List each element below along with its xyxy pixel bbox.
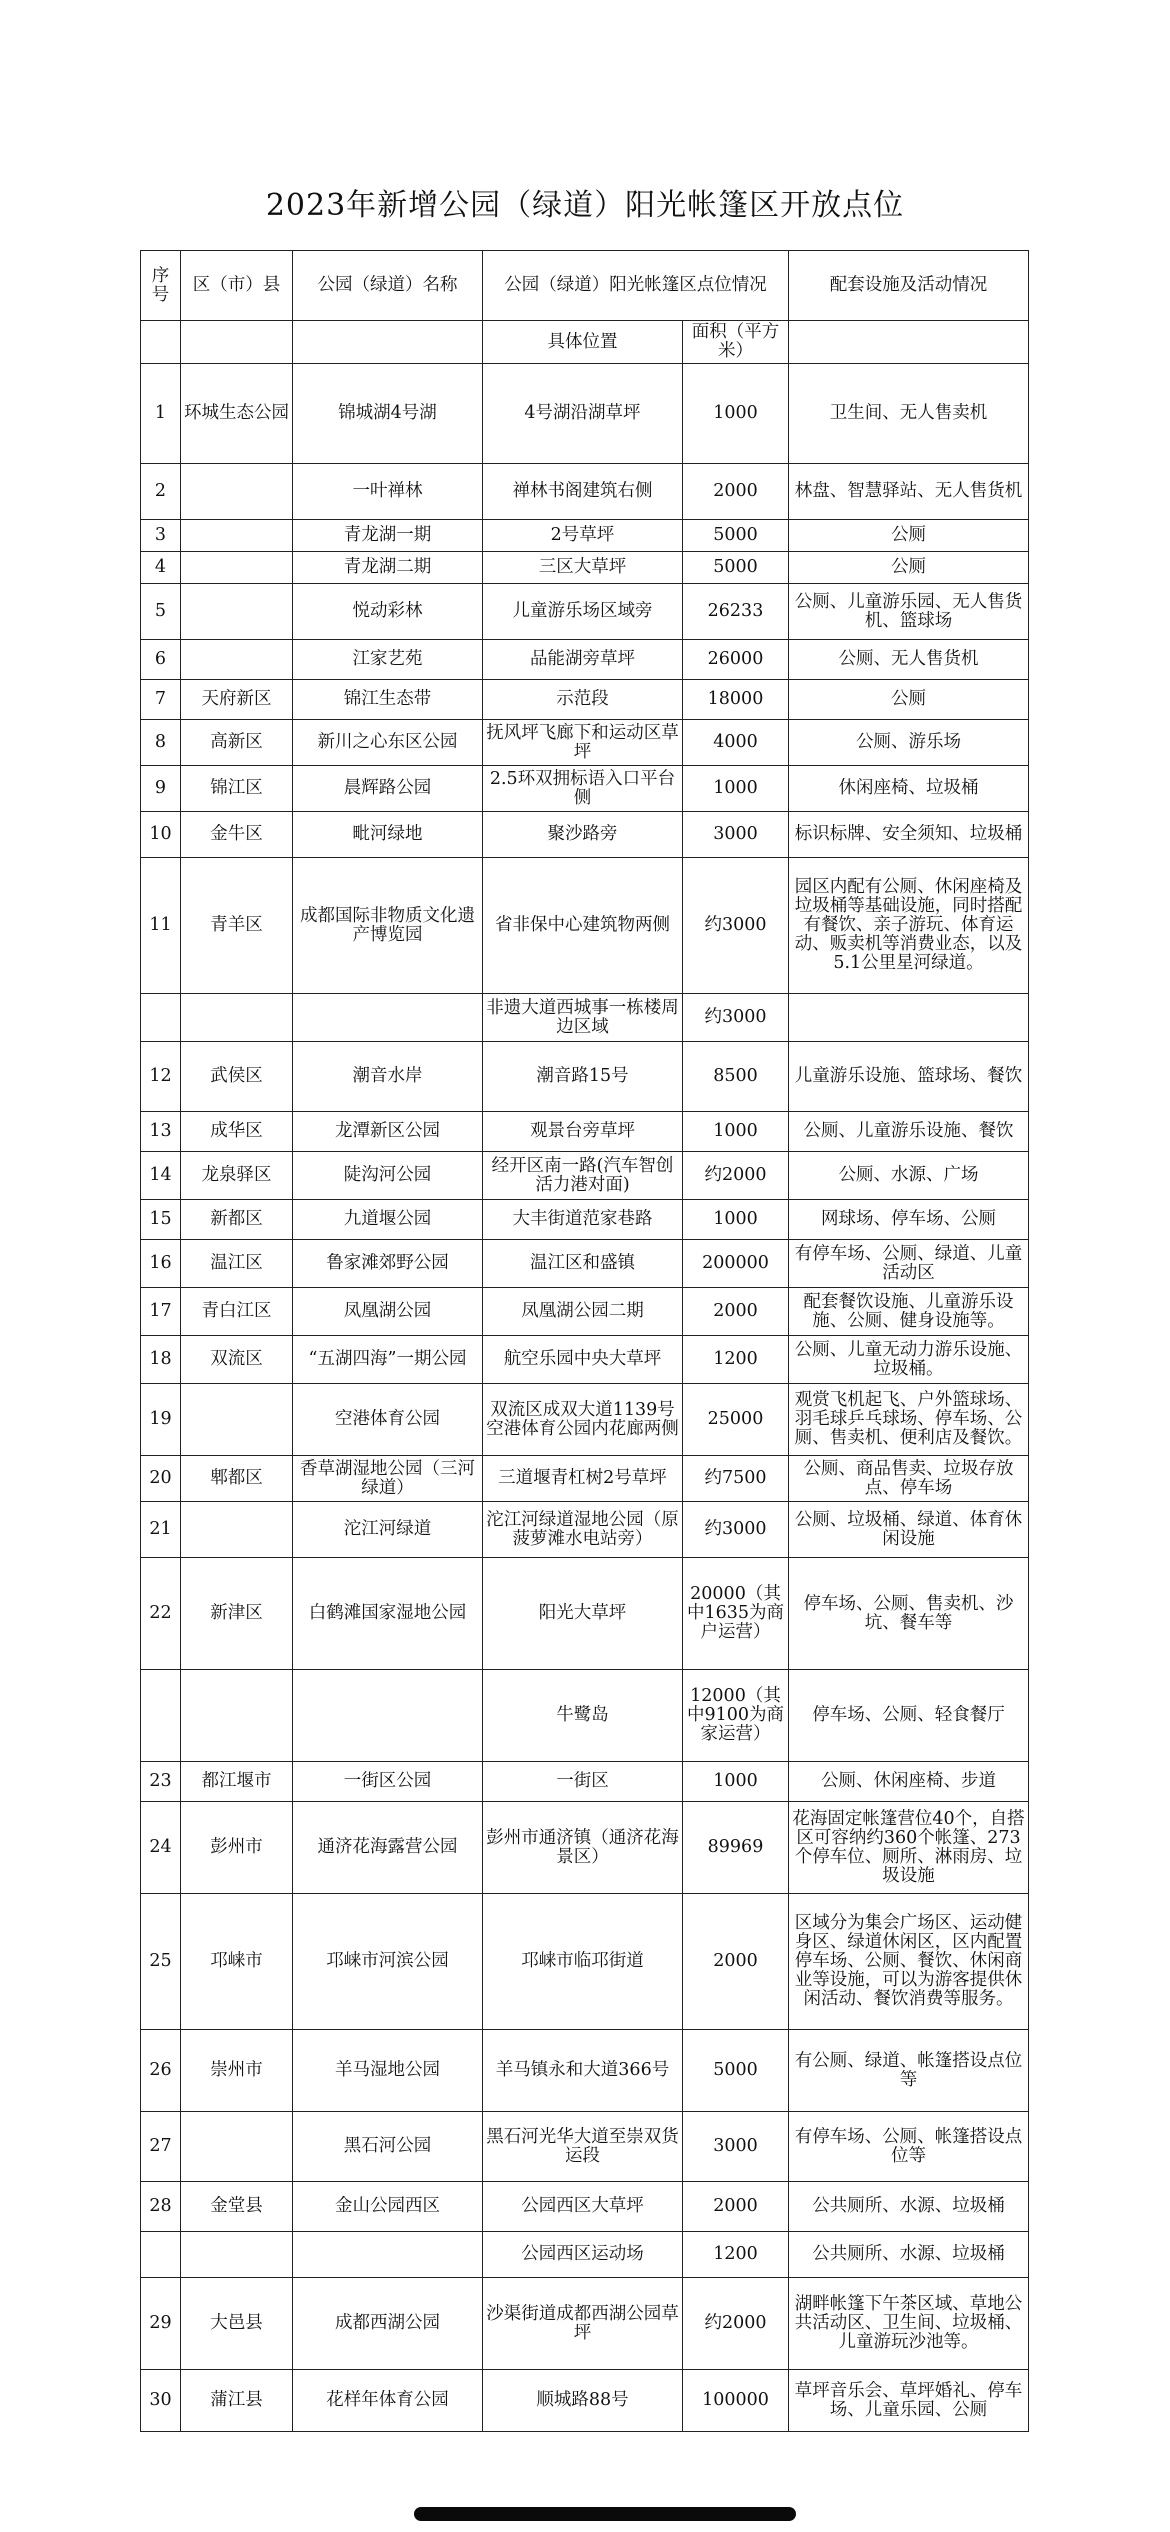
cell-facilities: 公厕、商品售卖、垃圾存放点、停车场 bbox=[789, 1456, 1029, 1502]
table-row bbox=[141, 1558, 1029, 1670]
cell-location: 顺城路88号 bbox=[483, 2370, 683, 2432]
header-location: 具体位置 bbox=[483, 321, 683, 364]
cell-facilities: 公厕、休闲座椅、步道 bbox=[789, 1762, 1029, 1802]
cell-location: 抚风坪飞廊下和运动区草坪 bbox=[483, 720, 683, 766]
cell-facilities: 公厕、儿童无动力游乐设施、垃圾桶。 bbox=[789, 1336, 1029, 1384]
cell-location: 经开区南一路(汽车智创活力港对面) bbox=[483, 1152, 683, 1200]
header-row bbox=[141, 251, 1029, 321]
cell-seq bbox=[141, 994, 181, 1042]
cell-facilities: 公厕、游乐场 bbox=[789, 720, 1029, 766]
cell-park-name: 黑石河公园 bbox=[293, 2112, 483, 2182]
cell-facilities: 公厕、垃圾桶、绿道、体育休闲设施 bbox=[789, 1502, 1029, 1558]
cell-seq: 7 bbox=[141, 680, 181, 720]
cell-location: 彭州市通济镇（通济花海景区） bbox=[483, 1802, 683, 1894]
cell-facilities: 有公厕、绿道、帐篷搭设点位等 bbox=[789, 2030, 1029, 2112]
cell-district bbox=[181, 552, 293, 584]
cell-location: 大丰街道范家巷路 bbox=[483, 1200, 683, 1240]
cell-district: 新津区 bbox=[181, 1558, 293, 1670]
cell-location: 2.5环双拥标语入口平台侧 bbox=[483, 766, 683, 812]
cell-park-name: 江家艺苑 bbox=[293, 640, 483, 680]
cell-area: 8500 bbox=[683, 1042, 789, 1112]
cell-seq: 1 bbox=[141, 364, 181, 464]
table-row bbox=[141, 994, 1029, 1042]
home-indicator bbox=[414, 2507, 796, 2521]
cell-area: 2000 bbox=[683, 1894, 789, 2030]
cell-location: 温江区和盛镇 bbox=[483, 1240, 683, 1288]
cell-seq: 26 bbox=[141, 2030, 181, 2112]
cell-seq: 19 bbox=[141, 1384, 181, 1456]
cell-district: 温江区 bbox=[181, 1240, 293, 1288]
cell-district: 郫都区 bbox=[181, 1456, 293, 1502]
cell-district: 邛崃市 bbox=[181, 1894, 293, 2030]
cell-facilities: 公厕、儿童游乐设施、餐饮 bbox=[789, 1112, 1029, 1152]
tent-sites-table bbox=[140, 250, 1029, 2432]
cell-area: 约7500 bbox=[683, 1456, 789, 1502]
cell-area: 2000 bbox=[683, 464, 789, 520]
cell-area: 18000 bbox=[683, 680, 789, 720]
header-facilities: 配套设施及活动情况 bbox=[789, 251, 1029, 321]
cell-seq: 11 bbox=[141, 858, 181, 994]
cell-seq: 18 bbox=[141, 1336, 181, 1384]
cell-district: 蒲江县 bbox=[181, 2370, 293, 2432]
table-row bbox=[141, 1042, 1029, 1112]
header-district: 区（市）县 bbox=[181, 251, 293, 321]
table-row bbox=[141, 1762, 1029, 1802]
cell-area: 1000 bbox=[683, 364, 789, 464]
cell-seq: 10 bbox=[141, 812, 181, 858]
cell-location: 羊马镇永和大道366号 bbox=[483, 2030, 683, 2112]
table-row bbox=[141, 2370, 1029, 2432]
cell-seq: 25 bbox=[141, 1894, 181, 2030]
cell-facilities: 公厕、水源、广场 bbox=[789, 1152, 1029, 1200]
cell-park-name: 锦江生态带 bbox=[293, 680, 483, 720]
cell-facilities: 配套餐饮设施、儿童游乐设施、公厕、健身设施等。 bbox=[789, 1288, 1029, 1336]
table-row bbox=[141, 766, 1029, 812]
table-row bbox=[141, 812, 1029, 858]
cell-seq: 6 bbox=[141, 640, 181, 680]
cell-area: 1200 bbox=[683, 1336, 789, 1384]
cell-park-name bbox=[293, 1670, 483, 1762]
header-area: 面积（平方米） bbox=[683, 321, 789, 364]
cell-district: 青羊区 bbox=[181, 858, 293, 994]
cell-park-name: 陡沟河公园 bbox=[293, 1152, 483, 1200]
cell-area: 100000 bbox=[683, 2370, 789, 2432]
cell-park-name: 锦城湖4号湖 bbox=[293, 364, 483, 464]
cell-district bbox=[181, 520, 293, 552]
cell-facilities: 儿童游乐设施、篮球场、餐饮 bbox=[789, 1042, 1029, 1112]
cell-area: 5000 bbox=[683, 520, 789, 552]
table-row bbox=[141, 858, 1029, 994]
table-row bbox=[141, 1112, 1029, 1152]
cell-facilities: 有停车场、公厕、帐篷搭设点位等 bbox=[789, 2112, 1029, 2182]
cell-district: 天府新区 bbox=[181, 680, 293, 720]
cell-location: 黑石河光华大道至崇双货运段 bbox=[483, 2112, 683, 2182]
cell-park-name: 花样年体育公园 bbox=[293, 2370, 483, 2432]
cell-area: 5000 bbox=[683, 552, 789, 584]
table-row bbox=[141, 1670, 1029, 1762]
cell-park-name: 邛崃市河滨公园 bbox=[293, 1894, 483, 2030]
cell-park-name: 新川之心东区公园 bbox=[293, 720, 483, 766]
cell-area: 5000 bbox=[683, 2030, 789, 2112]
cell-location: 阳光大草坪 bbox=[483, 1558, 683, 1670]
cell-location: 示范段 bbox=[483, 680, 683, 720]
cell-area: 2000 bbox=[683, 2182, 789, 2232]
cell-district bbox=[181, 2232, 293, 2278]
cell-location: 双流区成双大道1139号空港体育公园内花廊两侧 bbox=[483, 1384, 683, 1456]
cell-district: 彭州市 bbox=[181, 1802, 293, 1894]
table-row bbox=[141, 364, 1029, 464]
subheader-row bbox=[141, 321, 1029, 364]
cell-location: 三道堰青杠树2号草坪 bbox=[483, 1456, 683, 1502]
cell-district bbox=[181, 1384, 293, 1456]
cell-district: 高新区 bbox=[181, 720, 293, 766]
cell-facilities: 休闲座椅、垃圾桶 bbox=[789, 766, 1029, 812]
cell-location: 公园西区运动场 bbox=[483, 2232, 683, 2278]
table-row bbox=[141, 1802, 1029, 1894]
cell-seq: 24 bbox=[141, 1802, 181, 1894]
cell-area: 1000 bbox=[683, 766, 789, 812]
cell-district bbox=[181, 640, 293, 680]
cell-park-name: 金山公园西区 bbox=[293, 2182, 483, 2232]
cell-seq: 30 bbox=[141, 2370, 181, 2432]
cell-location: 潮音路15号 bbox=[483, 1042, 683, 1112]
header-seq: 序号 bbox=[141, 251, 181, 321]
cell-location: 航空乐园中央大草坪 bbox=[483, 1336, 683, 1384]
cell-facilities: 草坪音乐会、草坪婚礼、停车场、儿童乐园、公厕 bbox=[789, 2370, 1029, 2432]
cell-district bbox=[181, 584, 293, 640]
cell-facilities: 花海固定帐篷营位40个，自搭区可容纳约360个帐篷、273个停车位、厕所、淋雨房、垃圾设施 bbox=[789, 1802, 1029, 1894]
cell-facilities: 观赏飞机起飞、户外篮球场、羽毛球乒乓球场、停车场、公厕、售卖机、便利店及餐饮。 bbox=[789, 1384, 1029, 1456]
cell-area: 约2000 bbox=[683, 2278, 789, 2370]
table-row bbox=[141, 464, 1029, 520]
cell-area: 3000 bbox=[683, 2112, 789, 2182]
table-row bbox=[141, 2030, 1029, 2112]
cell-district: 武侯区 bbox=[181, 1042, 293, 1112]
cell-location: 2号草坪 bbox=[483, 520, 683, 552]
cell-area: 26000 bbox=[683, 640, 789, 680]
cell-seq: 17 bbox=[141, 1288, 181, 1336]
cell-area: 200000 bbox=[683, 1240, 789, 1288]
cell-seq: 21 bbox=[141, 1502, 181, 1558]
cell-seq: 13 bbox=[141, 1112, 181, 1152]
cell-location: 4号湖沿湖草坪 bbox=[483, 364, 683, 464]
cell-district bbox=[181, 1502, 293, 1558]
header-park-name: 公园（绿道）名称 bbox=[293, 251, 483, 321]
cell-park-name: 白鹤滩国家湿地公园 bbox=[293, 1558, 483, 1670]
table-row bbox=[141, 1384, 1029, 1456]
cell-location: 凤凰湖公园二期 bbox=[483, 1288, 683, 1336]
cell-district: 大邑县 bbox=[181, 2278, 293, 2370]
table-row bbox=[141, 680, 1029, 720]
cell-district: 都江堰市 bbox=[181, 1762, 293, 1802]
cell-location: 聚沙路旁 bbox=[483, 812, 683, 858]
table-row bbox=[141, 2182, 1029, 2232]
table-row bbox=[141, 552, 1029, 584]
cell-area: 26233 bbox=[683, 584, 789, 640]
cell-area: 3000 bbox=[683, 812, 789, 858]
cell-area: 1000 bbox=[683, 1112, 789, 1152]
cell-park-name: 凤凰湖公园 bbox=[293, 1288, 483, 1336]
table-row bbox=[141, 1336, 1029, 1384]
cell-location: 一街区 bbox=[483, 1762, 683, 1802]
cell-district: 双流区 bbox=[181, 1336, 293, 1384]
table-row bbox=[141, 720, 1029, 766]
page-title: 2023年新增公园（绿道）阳光帐篷区开放点位 bbox=[265, 188, 905, 223]
cell-location: 沱江河绿道湿地公园（原菠萝滩水电站旁） bbox=[483, 1502, 683, 1558]
cell-location: 儿童游乐场区域旁 bbox=[483, 584, 683, 640]
cell-park-name: 青龙湖一期 bbox=[293, 520, 483, 552]
cell-park-name: 毗河绿地 bbox=[293, 812, 483, 858]
cell-facilities: 湖畔帐篷下午茶区域、草地公共活动区、卫生间、垃圾桶、儿童游玩沙池等。 bbox=[789, 2278, 1029, 2370]
cell-district: 崇州市 bbox=[181, 2030, 293, 2112]
header-site-info: 公园（绿道）阳光帐篷区点位情况 bbox=[483, 251, 789, 321]
cell-facilities: 公共厕所、水源、垃圾桶 bbox=[789, 2232, 1029, 2278]
cell-location: 三区大草坪 bbox=[483, 552, 683, 584]
cell-park-name: 青龙湖二期 bbox=[293, 552, 483, 584]
cell-area: 1200 bbox=[683, 2232, 789, 2278]
cell-seq: 28 bbox=[141, 2182, 181, 2232]
cell-seq: 14 bbox=[141, 1152, 181, 1200]
cell-facilities: 停车场、公厕、轻食餐厅 bbox=[789, 1670, 1029, 1762]
table-row bbox=[141, 1200, 1029, 1240]
table-row bbox=[141, 1288, 1029, 1336]
cell-facilities: 园区内配有公厕、休闲座椅及垃圾桶等基础设施，同时搭配有餐饮、亲子游玩、体育运动、贩卖机等消费业态，以及5.1公里星河绿道。 bbox=[789, 858, 1029, 994]
cell-facilities: 网球场、停车场、公厕 bbox=[789, 1200, 1029, 1240]
cell-area: 约3000 bbox=[683, 994, 789, 1042]
cell-seq: 23 bbox=[141, 1762, 181, 1802]
cell-location: 省非保中心建筑物两侧 bbox=[483, 858, 683, 994]
cell-seq: 16 bbox=[141, 1240, 181, 1288]
cell-seq: 2 bbox=[141, 464, 181, 520]
cell-district: 金牛区 bbox=[181, 812, 293, 858]
cell-facilities: 公厕、无人售货机 bbox=[789, 640, 1029, 680]
cell-park-name: 成都国际非物质文化遗产博览园 bbox=[293, 858, 483, 994]
cell-location: 非遗大道西城事一栋楼周边区域 bbox=[483, 994, 683, 1042]
table-row bbox=[141, 520, 1029, 552]
cell-facilities: 标识标牌、安全须知、垃圾桶 bbox=[789, 812, 1029, 858]
cell-park-name: 沱江河绿道 bbox=[293, 1502, 483, 1558]
cell-facilities: 公共厕所、水源、垃圾桶 bbox=[789, 2182, 1029, 2232]
cell-area: 12000（其中9100为商家运营） bbox=[683, 1670, 789, 1762]
cell-park-name: 悦动彩林 bbox=[293, 584, 483, 640]
cell-park-name bbox=[293, 2232, 483, 2278]
cell-facilities: 区域分为集会广场区、运动健身区、绿道休闲区，区内配置停车场、公厕、餐饮、休闲商业等设施，可以为游客提供休闲活动、餐饮消费等服务。 bbox=[789, 1894, 1029, 2030]
cell-district: 新都区 bbox=[181, 1200, 293, 1240]
cell-park-name: 九道堰公园 bbox=[293, 1200, 483, 1240]
cell-district bbox=[181, 1670, 293, 1762]
cell-facilities: 公厕 bbox=[789, 680, 1029, 720]
cell-seq: 9 bbox=[141, 766, 181, 812]
cell-park-name: 潮音水岸 bbox=[293, 1042, 483, 1112]
cell-district: 环城生态公园 bbox=[181, 364, 293, 464]
cell-facilities: 有停车场、公厕、绿道、儿童活动区 bbox=[789, 1240, 1029, 1288]
cell-area: 2000 bbox=[683, 1288, 789, 1336]
cell-district: 青白江区 bbox=[181, 1288, 293, 1336]
cell-facilities: 公厕 bbox=[789, 520, 1029, 552]
cell-district bbox=[181, 994, 293, 1042]
cell-district: 成华区 bbox=[181, 1112, 293, 1152]
cell-facilities: 林盘、智慧驿站、无人售货机 bbox=[789, 464, 1029, 520]
table-row bbox=[141, 1152, 1029, 1200]
cell-area: 89969 bbox=[683, 1802, 789, 1894]
cell-area: 约3000 bbox=[683, 1502, 789, 1558]
cell-seq: 12 bbox=[141, 1042, 181, 1112]
cell-seq: 4 bbox=[141, 552, 181, 584]
cell-park-name: 一叶禅林 bbox=[293, 464, 483, 520]
cell-seq: 15 bbox=[141, 1200, 181, 1240]
cell-facilities: 停车场、公厕、售卖机、沙坑、餐车等 bbox=[789, 1558, 1029, 1670]
cell-district: 金堂县 bbox=[181, 2182, 293, 2232]
cell-seq: 8 bbox=[141, 720, 181, 766]
cell-facilities bbox=[789, 994, 1029, 1042]
cell-seq: 20 bbox=[141, 1456, 181, 1502]
cell-park-name: 成都西湖公园 bbox=[293, 2278, 483, 2370]
subheader-empty bbox=[181, 321, 293, 364]
table-row bbox=[141, 1456, 1029, 1502]
cell-park-name: 空港体育公园 bbox=[293, 1384, 483, 1456]
table-row bbox=[141, 1894, 1029, 2030]
cell-district: 龙泉驿区 bbox=[181, 1152, 293, 1200]
table-row bbox=[141, 584, 1029, 640]
table-row bbox=[141, 2112, 1029, 2182]
cell-park-name: 龙潭新区公园 bbox=[293, 1112, 483, 1152]
cell-seq: 29 bbox=[141, 2278, 181, 2370]
table-row bbox=[141, 1502, 1029, 1558]
subheader-empty bbox=[141, 321, 181, 364]
cell-park-name: 羊马湿地公园 bbox=[293, 2030, 483, 2112]
cell-park-name: 香草湖湿地公园（三河绿道） bbox=[293, 1456, 483, 1502]
cell-area: 约3000 bbox=[683, 858, 789, 994]
cell-area: 25000 bbox=[683, 1384, 789, 1456]
cell-district bbox=[181, 2112, 293, 2182]
cell-park-name: 一街区公园 bbox=[293, 1762, 483, 1802]
cell-seq: 5 bbox=[141, 584, 181, 640]
cell-facilities: 卫生间、无人售卖机 bbox=[789, 364, 1029, 464]
cell-location: 牛鹭岛 bbox=[483, 1670, 683, 1762]
cell-park-name: “五湖四海”一期公园 bbox=[293, 1336, 483, 1384]
table-row bbox=[141, 1240, 1029, 1288]
cell-seq bbox=[141, 2232, 181, 2278]
cell-park-name: 鲁家滩郊野公园 bbox=[293, 1240, 483, 1288]
cell-area: 1000 bbox=[683, 1762, 789, 1802]
cell-area: 1000 bbox=[683, 1200, 789, 1240]
cell-seq: 27 bbox=[141, 2112, 181, 2182]
cell-seq: 3 bbox=[141, 520, 181, 552]
cell-facilities: 公厕 bbox=[789, 552, 1029, 584]
cell-park-name: 晨辉路公园 bbox=[293, 766, 483, 812]
cell-seq: 22 bbox=[141, 1558, 181, 1670]
cell-location: 公园西区大草坪 bbox=[483, 2182, 683, 2232]
cell-seq bbox=[141, 1670, 181, 1762]
cell-area: 约2000 bbox=[683, 1152, 789, 1200]
cell-park-name bbox=[293, 994, 483, 1042]
cell-district: 锦江区 bbox=[181, 766, 293, 812]
cell-area: 4000 bbox=[683, 720, 789, 766]
cell-location: 品能湖旁草坪 bbox=[483, 640, 683, 680]
table-row bbox=[141, 2278, 1029, 2370]
cell-park-name: 通济花海露营公园 bbox=[293, 1802, 483, 1894]
cell-district bbox=[181, 464, 293, 520]
subheader-empty bbox=[293, 321, 483, 364]
table-row bbox=[141, 640, 1029, 680]
cell-location: 沙渠街道成都西湖公园草坪 bbox=[483, 2278, 683, 2370]
cell-location: 禅林书阁建筑右侧 bbox=[483, 464, 683, 520]
cell-facilities: 公厕、儿童游乐园、无人售货机、篮球场 bbox=[789, 584, 1029, 640]
subheader-empty bbox=[789, 321, 1029, 364]
cell-area: 20000（其中1635为商户运营） bbox=[683, 1558, 789, 1670]
cell-location: 邛崃市临邛街道 bbox=[483, 1894, 683, 2030]
table-row bbox=[141, 2232, 1029, 2278]
cell-location: 观景台旁草坪 bbox=[483, 1112, 683, 1152]
